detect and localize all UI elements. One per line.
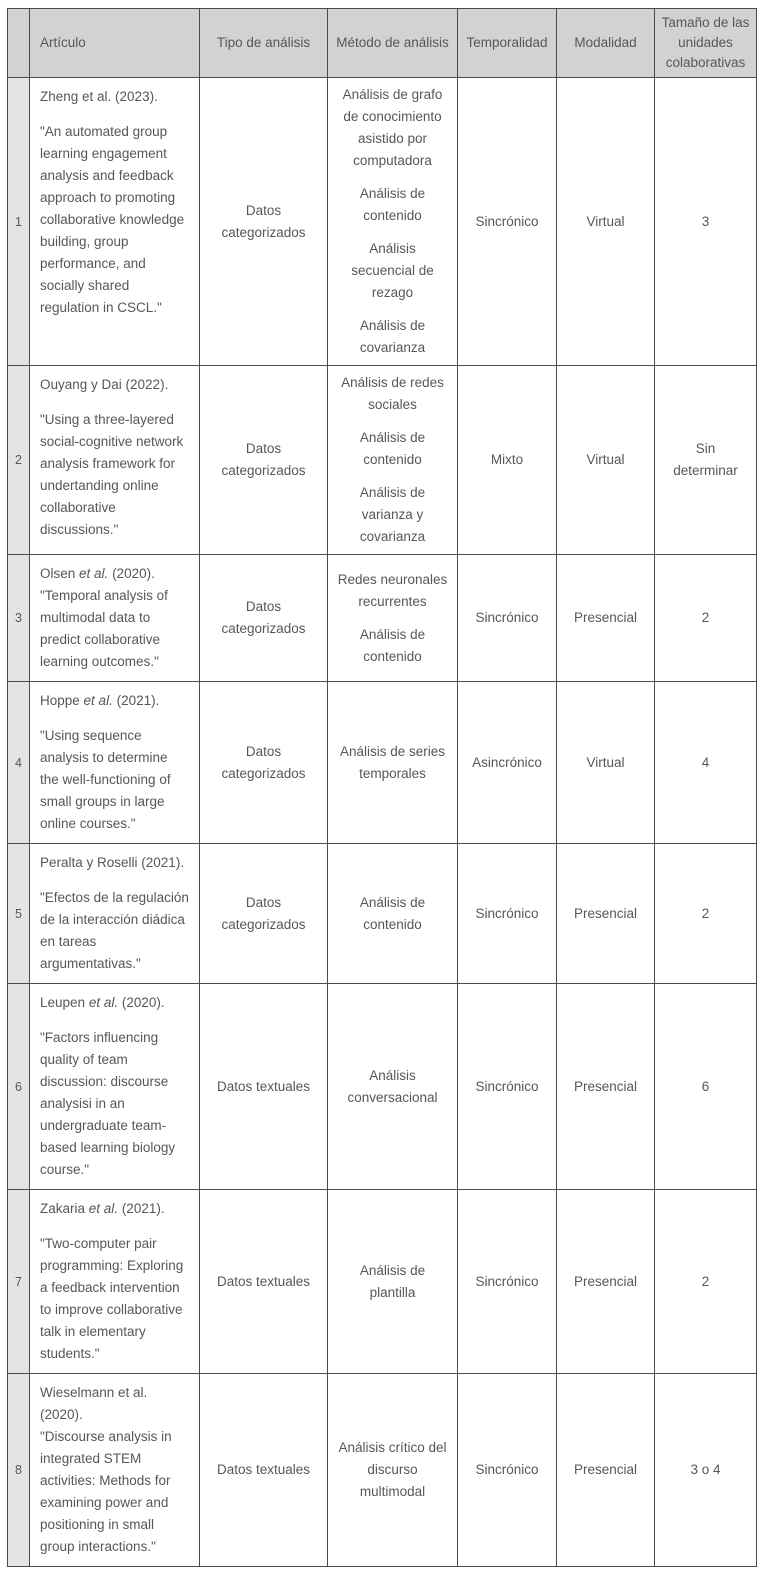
citation-year: (2020).	[118, 995, 165, 1010]
row-number: 8	[15, 1463, 22, 1477]
header-temporalidad: Temporalidad	[458, 9, 557, 78]
metodo-item: Análisis de redes sociales	[341, 375, 444, 412]
metodo-analisis-cell	[328, 555, 458, 682]
metodo-analisis-cell	[328, 984, 458, 1190]
table-row	[8, 78, 757, 366]
metodo-item: Análisis de plantilla	[359, 1262, 426, 1300]
row-number: 1	[15, 214, 22, 229]
citation-text: Olsen	[40, 566, 80, 581]
row-number-cell	[8, 682, 30, 844]
table-row	[8, 844, 757, 984]
tamano-cell: 3 o 4	[655, 1374, 757, 1567]
modalidad-cell: Presencial	[557, 1374, 655, 1567]
articulo-cell	[30, 555, 200, 682]
modalidad-cell: Virtual	[557, 682, 655, 844]
table-row	[8, 984, 757, 1190]
temporalidad-cell: Asincrónico	[458, 682, 557, 844]
articulo-cell	[30, 78, 200, 366]
article-citation	[40, 992, 189, 1014]
metodo-item: Análisis de series temporales	[339, 743, 446, 781]
citation-year: (2020).	[108, 566, 155, 581]
metodo-analisis-cell	[328, 682, 458, 844]
row-number: 6	[15, 1079, 22, 1094]
article-title: "Using sequence analysis to determine the well-functioning of small groups in large online courses."	[40, 728, 171, 831]
row-number: 7	[15, 1274, 22, 1289]
citation-etal: et al.	[88, 1201, 119, 1216]
articulo-cell	[30, 1374, 200, 1567]
article-title: "Two-computer pair programming: Exploring a feedback intervention to improve collaborative talk in elementary students."	[40, 1236, 184, 1361]
modalidad-cell: Presencial	[557, 1190, 655, 1374]
row-number: 2	[15, 453, 22, 467]
citation-etal: et al.	[88, 995, 119, 1010]
article-citation	[40, 1198, 189, 1220]
modalidad-cell: Presencial	[557, 844, 655, 984]
row-number-cell	[8, 844, 30, 984]
row-number: 5	[15, 906, 22, 921]
row-number-cell	[8, 1190, 30, 1374]
tipo-analisis-cell: Datos categorizados	[200, 682, 328, 844]
tipo-analisis-cell: Datos categorizados	[200, 555, 328, 682]
articulo-cell	[30, 984, 200, 1190]
articulo-cell	[30, 844, 200, 984]
header-modalidad: Modalidad	[557, 9, 655, 78]
table-row	[8, 1374, 757, 1567]
citation-text: Zakaria	[40, 1201, 89, 1216]
article-title: "Temporal analysis of multimodal data to predict collaborative learning outcomes."	[40, 588, 168, 669]
tamano-cell: 3	[655, 78, 757, 366]
article-title: "An automated group learning engagement analysis and feedback approach to promoting collaborative knowledge building, group performance, and socially shared regulation in CSCL."	[40, 124, 185, 315]
row-number-cell	[8, 78, 30, 366]
modalidad-cell: Virtual	[557, 78, 655, 366]
tipo-analisis-cell: Datos textuales	[200, 984, 328, 1190]
row-number: 3	[15, 611, 22, 625]
citation-etal: et al.	[83, 693, 113, 708]
row-number-cell	[8, 984, 30, 1190]
metodo-item: Análisis de grafo de conocimiento asistido por computadora	[342, 87, 443, 168]
table-row	[8, 1190, 757, 1374]
metodo-item: Análisis de covarianza	[359, 318, 426, 355]
article-title: "Discourse analysis in integrated STEM activities: Methods for examining power and positioning in small group interactions."	[40, 1429, 172, 1554]
tamano-cell: 4	[655, 682, 757, 844]
article-citation	[40, 852, 189, 874]
metodo-item: Análisis secuencial de rezago	[351, 241, 434, 300]
article-citation	[40, 1382, 189, 1426]
article-title: "Using a three-layered social-cognitive network analysis framework for undertanding online collaborative discussions."	[40, 412, 184, 537]
tamano-cell: 2	[655, 844, 757, 984]
citation-year: (2021).	[118, 1201, 165, 1216]
metodo-analisis-cell	[328, 844, 458, 984]
header-row-number	[8, 9, 30, 78]
table-body	[8, 78, 757, 1567]
table-row	[8, 366, 757, 555]
metodo-analisis-cell	[328, 1374, 458, 1567]
row-number-cell	[8, 1374, 30, 1567]
metodo-item: Análisis de varianza y covarianza	[359, 485, 426, 544]
articulo-cell	[30, 682, 200, 844]
metodo-item: Redes neuronales recurrentes	[337, 571, 448, 609]
modalidad-cell: Virtual	[557, 366, 655, 555]
metodo-item: Análisis de contenido	[359, 430, 426, 467]
citation-text: Leupen	[40, 995, 89, 1010]
header-tipo-analisis: Tipo de análisis	[200, 9, 328, 78]
metodo-item: Análisis conversacional	[347, 1067, 438, 1105]
metodo-analisis-cell	[328, 1190, 458, 1374]
tipo-analisis-cell: Datos categorizados	[200, 366, 328, 555]
metodo-item: Análisis de contenido	[359, 626, 426, 664]
metodo-analisis-cell	[328, 366, 458, 555]
tamano-cell: 2	[655, 1190, 757, 1374]
row-number-cell	[8, 366, 30, 555]
table-row	[8, 555, 757, 682]
temporalidad-cell: Sincrónico	[458, 555, 557, 682]
tipo-analisis-cell: Datos categorizados	[200, 844, 328, 984]
row-number-cell	[8, 555, 30, 682]
tipo-analisis-cell: Datos textuales	[200, 1374, 328, 1567]
citation-text: Wieselmann et al. (2020).	[40, 1385, 148, 1422]
temporalidad-cell: Sincrónico	[458, 844, 557, 984]
citation-text: Zheng et al. (2023).	[40, 89, 158, 104]
articulo-cell	[30, 366, 200, 555]
temporalidad-cell: Sincrónico	[458, 1190, 557, 1374]
article-citation	[40, 690, 189, 712]
metodo-item: Análisis de contenido	[359, 186, 426, 223]
articulo-cell	[30, 1190, 200, 1374]
header-tamano-unidades: Tamaño de las unidades colaborativas	[655, 9, 757, 78]
citation-year: (2021).	[112, 693, 160, 708]
tipo-analisis-cell: Datos categorizados	[200, 78, 328, 366]
tamano-cell: 6	[655, 984, 757, 1190]
temporalidad-cell: Sincrónico	[458, 984, 557, 1190]
tamano-cell: Sin determinar	[655, 366, 757, 555]
article-citation	[40, 86, 189, 108]
literature-review-table	[7, 8, 757, 1567]
header-metodo-analisis: Método de análisis	[328, 9, 458, 78]
metodo-analisis-cell	[328, 78, 458, 366]
article-citation	[40, 374, 189, 396]
header-articulo: Artículo	[30, 9, 200, 78]
metodo-item: Análisis crítico del discurso multimodal	[338, 1440, 447, 1499]
citation-text: Ouyang y Dai (2022).	[40, 377, 169, 392]
table-row	[8, 682, 757, 844]
temporalidad-cell: Sincrónico	[458, 1374, 557, 1567]
temporalidad-cell: Sincrónico	[458, 78, 557, 366]
citation-text: Peralta y Roselli (2021).	[40, 855, 185, 870]
temporalidad-cell: Mixto	[458, 366, 557, 555]
article-title: "Efectos de la regulación de la interacción diádica en tareas argumentativas."	[40, 890, 189, 971]
header-row	[8, 9, 757, 78]
tamano-cell: 2	[655, 555, 757, 682]
row-number: 4	[15, 755, 22, 770]
citation-etal: et al.	[79, 566, 109, 581]
citation-text: Hoppe	[40, 693, 84, 708]
tipo-analisis-cell: Datos textuales	[200, 1190, 328, 1374]
modalidad-cell: Presencial	[557, 555, 655, 682]
metodo-item: Análisis de contenido	[359, 894, 426, 932]
modalidad-cell: Presencial	[557, 984, 655, 1190]
article-citation	[40, 563, 189, 585]
table-header	[8, 9, 757, 78]
article-title: "Factors influencing quality of team discussion: discourse analysisi in an undergraduate team-based learning biology course."	[40, 1030, 176, 1177]
